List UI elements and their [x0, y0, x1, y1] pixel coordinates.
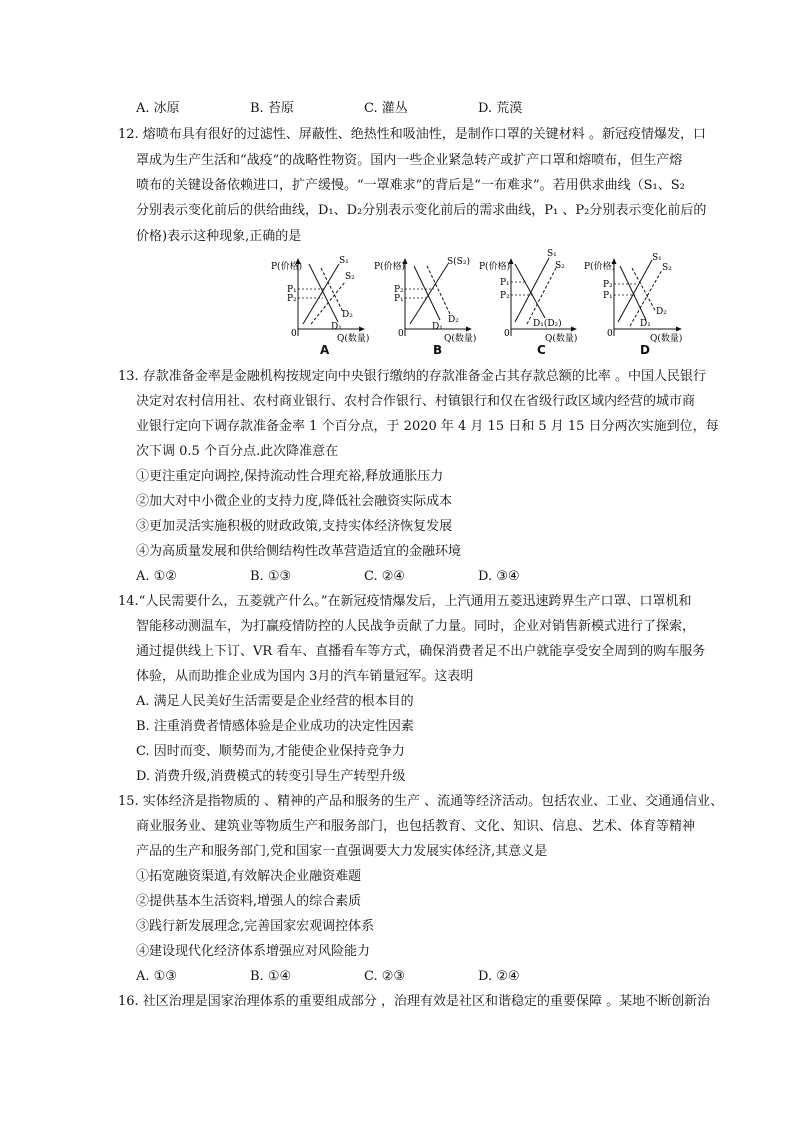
- q12-line-1: 12. 熔喷布具有很好的过滤性、屏蔽性、绝热性和吸油性，是制作口罩的关键材料 。新冠疫情爆发，口: [118, 127, 706, 142]
- demand-label-a: D₂: [656, 307, 667, 317]
- demand-label-a: D₁: [432, 322, 443, 332]
- demand-label-b: D₁(D₂): [533, 319, 562, 329]
- price-label-top: P₂: [394, 285, 404, 295]
- q14-choice-c: C. 因时而变、顺势而为,才能使企业保持竞争力: [136, 744, 405, 759]
- supply-label-top: S(S₂): [447, 257, 470, 267]
- supply-demand-graph-d: [580, 252, 685, 352]
- demand-label-b: D₂: [448, 315, 459, 325]
- q15-option-c: C. ②③: [364, 969, 406, 984]
- q13-option-d: D. ③④: [478, 569, 520, 584]
- origin-label: 0: [504, 329, 510, 339]
- supply-demand-graph-b: [370, 252, 475, 352]
- x-axis-label: Q(数量): [650, 334, 683, 344]
- price-label-bottom: P₂: [500, 291, 510, 301]
- q15-option-a: A. ①③: [136, 969, 177, 984]
- q12-line-3: 喷布的关键设备依赖进口，扩产缓慢。“一罩难求”的背后是“一布难求”。若用供求曲线（S₁、S₂: [136, 178, 685, 193]
- price-label-top: P₂: [603, 280, 613, 290]
- graph-d-letter: D: [640, 343, 650, 357]
- supply-label-top: S₁: [652, 253, 662, 263]
- q12-line-5: 价格)表示这种现象,正确的是: [136, 229, 302, 244]
- demand-label-b: D₁: [331, 322, 342, 332]
- q12-line-2: 罩成为生产生活和“战疫”的战略性物资。国内一些企业紧急转产或扩产口罩和熔喷布，但生产熔: [136, 153, 683, 168]
- graph-b-letter: B: [433, 343, 443, 357]
- q16-line-1: 16. 社区治理是国家治理体系的重要组成部分 ，治理有效是社区和谐稳定的重要保障 。某地不断创新治: [118, 994, 711, 1009]
- q15-line-2: 商业服务业、建筑业等物质生产和服务部门，也包括教育、文化、知识、信息、艺术、体育等精神: [136, 819, 696, 834]
- x-axis-label: Q(数量): [337, 334, 370, 344]
- q15-item-3: ③践行新发展理念,完善国家宏观调控体系: [136, 919, 375, 934]
- q14-line-2: 智能移动测温车，为打赢疫情防控的人民战争贡献了力量。同时，企业对销售新模式进行了探索，: [136, 619, 696, 634]
- q13-item-4: ④为高质量发展和供给侧结构性改革营造适宜的金融环境: [136, 544, 462, 559]
- q14-line-1: 14.“人民需要什么，五菱就产什么。”在新冠疫情爆发后，上汽通用五菱迅速跨界生产口罩、口罩机和: [118, 594, 692, 609]
- q14-choice-a: A. 满足人民美好生活需要是企业经营的根本目的: [136, 694, 414, 709]
- q13-option-b: B. ①③: [250, 569, 292, 584]
- q15-item-4: ④建设现代化经济体系增强应对风险能力: [136, 944, 371, 959]
- q11-option-d: D. 荒漠: [478, 101, 523, 116]
- x-axis-label: Q(数量): [545, 334, 578, 344]
- supply-label-bottom: S₂: [555, 261, 565, 271]
- q13-item-3: ③更加灵活实施积极的财政政策,支持实体经济恢复发展: [136, 519, 453, 534]
- q11-option-c: C. 灌丛: [364, 101, 408, 116]
- q15-line-3: 产品的生产和服务部门,党和国家一直强调要大力发展实体经济,其意义是: [136, 844, 548, 859]
- price-label-top: P₁: [287, 285, 297, 295]
- q13-line-4: 次下调 0.5 个百分点.此次降准意在: [136, 444, 339, 459]
- graph-c-letter: C: [537, 343, 546, 357]
- q11-option-b: B. 苔原: [250, 101, 294, 116]
- q14-line-3: 通过提供线上下订、VR 看车、直播看车等方式，确保消费者足不出户就能享受安全周到的购车服务: [136, 644, 706, 659]
- supply-label-bottom: S₂: [345, 272, 355, 282]
- supply-demand-graph-c: [475, 246, 580, 352]
- q15-option-d: D. ②④: [478, 969, 520, 984]
- graph-a-letter: A: [320, 343, 330, 357]
- q13-line-1: 13. 存款准备金率是金融机构按规定向中央银行缴纳的存款准备金占其存款总额的比率 。中国人民银行: [118, 369, 706, 384]
- price-label-top: P₁: [500, 278, 510, 288]
- q15-item-2: ②提供基本生活资料,增强人的综合素质: [136, 894, 362, 909]
- q15-item-1: ①拓宽融资渠道,有效解决企业融资难题: [136, 869, 362, 884]
- q13-line-2: 决定对农村信用社、农村商业银行、农村合作银行、村镇银行和仅在省级行政区域内经营的城市商: [136, 394, 696, 409]
- price-label-bottom: P₂: [287, 294, 297, 304]
- y-axis-label: P(价格): [584, 262, 616, 272]
- origin-label: 0: [607, 329, 613, 339]
- q14-line-4: 体验，从而助推企业成为国内 3月的汽车销量冠军。这表明: [136, 669, 474, 684]
- q13-line-3: 业银行定向下调存款准备金率 1 个百分点，于 2020 年 4 月 15 日和 5 月 15 日分两次实施到位，每: [136, 419, 719, 434]
- price-label-bottom: P₁: [394, 294, 404, 304]
- origin-label: 0: [398, 329, 404, 339]
- y-axis-label: P(价格): [271, 262, 303, 272]
- q13-item-2: ②加大对中小微企业的支持力度,降低社会融资实际成本: [136, 494, 453, 509]
- supply-label-top: S₁: [547, 249, 557, 259]
- q13-option-c: C. ②④: [364, 569, 406, 584]
- q12-line-4: 分别表示变化前后的供给曲线，D₁、D₂分别表示变化前后的需求曲线，P₁ 、P₂分别表示变化前后的: [136, 203, 707, 218]
- supply-label-top: S₁: [339, 256, 349, 266]
- q14-choice-d: D. 消费升级,消费模式的转变引导生产转型升级: [136, 769, 406, 784]
- q13-option-a: A. ①②: [136, 569, 177, 584]
- q15-line-1: 15. 实体经济是指物质的 、精神的产品和服务的生产 、流通等经济活动。包括农业、工业、交通通信业、: [118, 794, 724, 809]
- q13-item-1: ①更注重定向调控,保持流动性合理充裕,释放通胀压力: [136, 469, 444, 484]
- y-axis-label: P(价格): [374, 262, 406, 272]
- demand-label-b: D₁: [640, 319, 651, 329]
- price-label-bottom: P₁: [603, 291, 613, 301]
- x-axis-label: Q(数量): [444, 334, 477, 344]
- origin-label: 0: [291, 329, 297, 339]
- y-axis-label: P(价格): [479, 262, 511, 272]
- q14-choice-b: B. 注重消费者情感体验是企业成功的决定性因素: [136, 719, 414, 734]
- demand-label-a: D₂: [342, 310, 353, 320]
- q15-option-b: B. ①④: [250, 969, 292, 984]
- supply-label-bottom: S₂: [662, 263, 672, 273]
- supply-demand-graph-a: [265, 252, 370, 352]
- q11-option-a: A. 冰原: [136, 101, 180, 116]
